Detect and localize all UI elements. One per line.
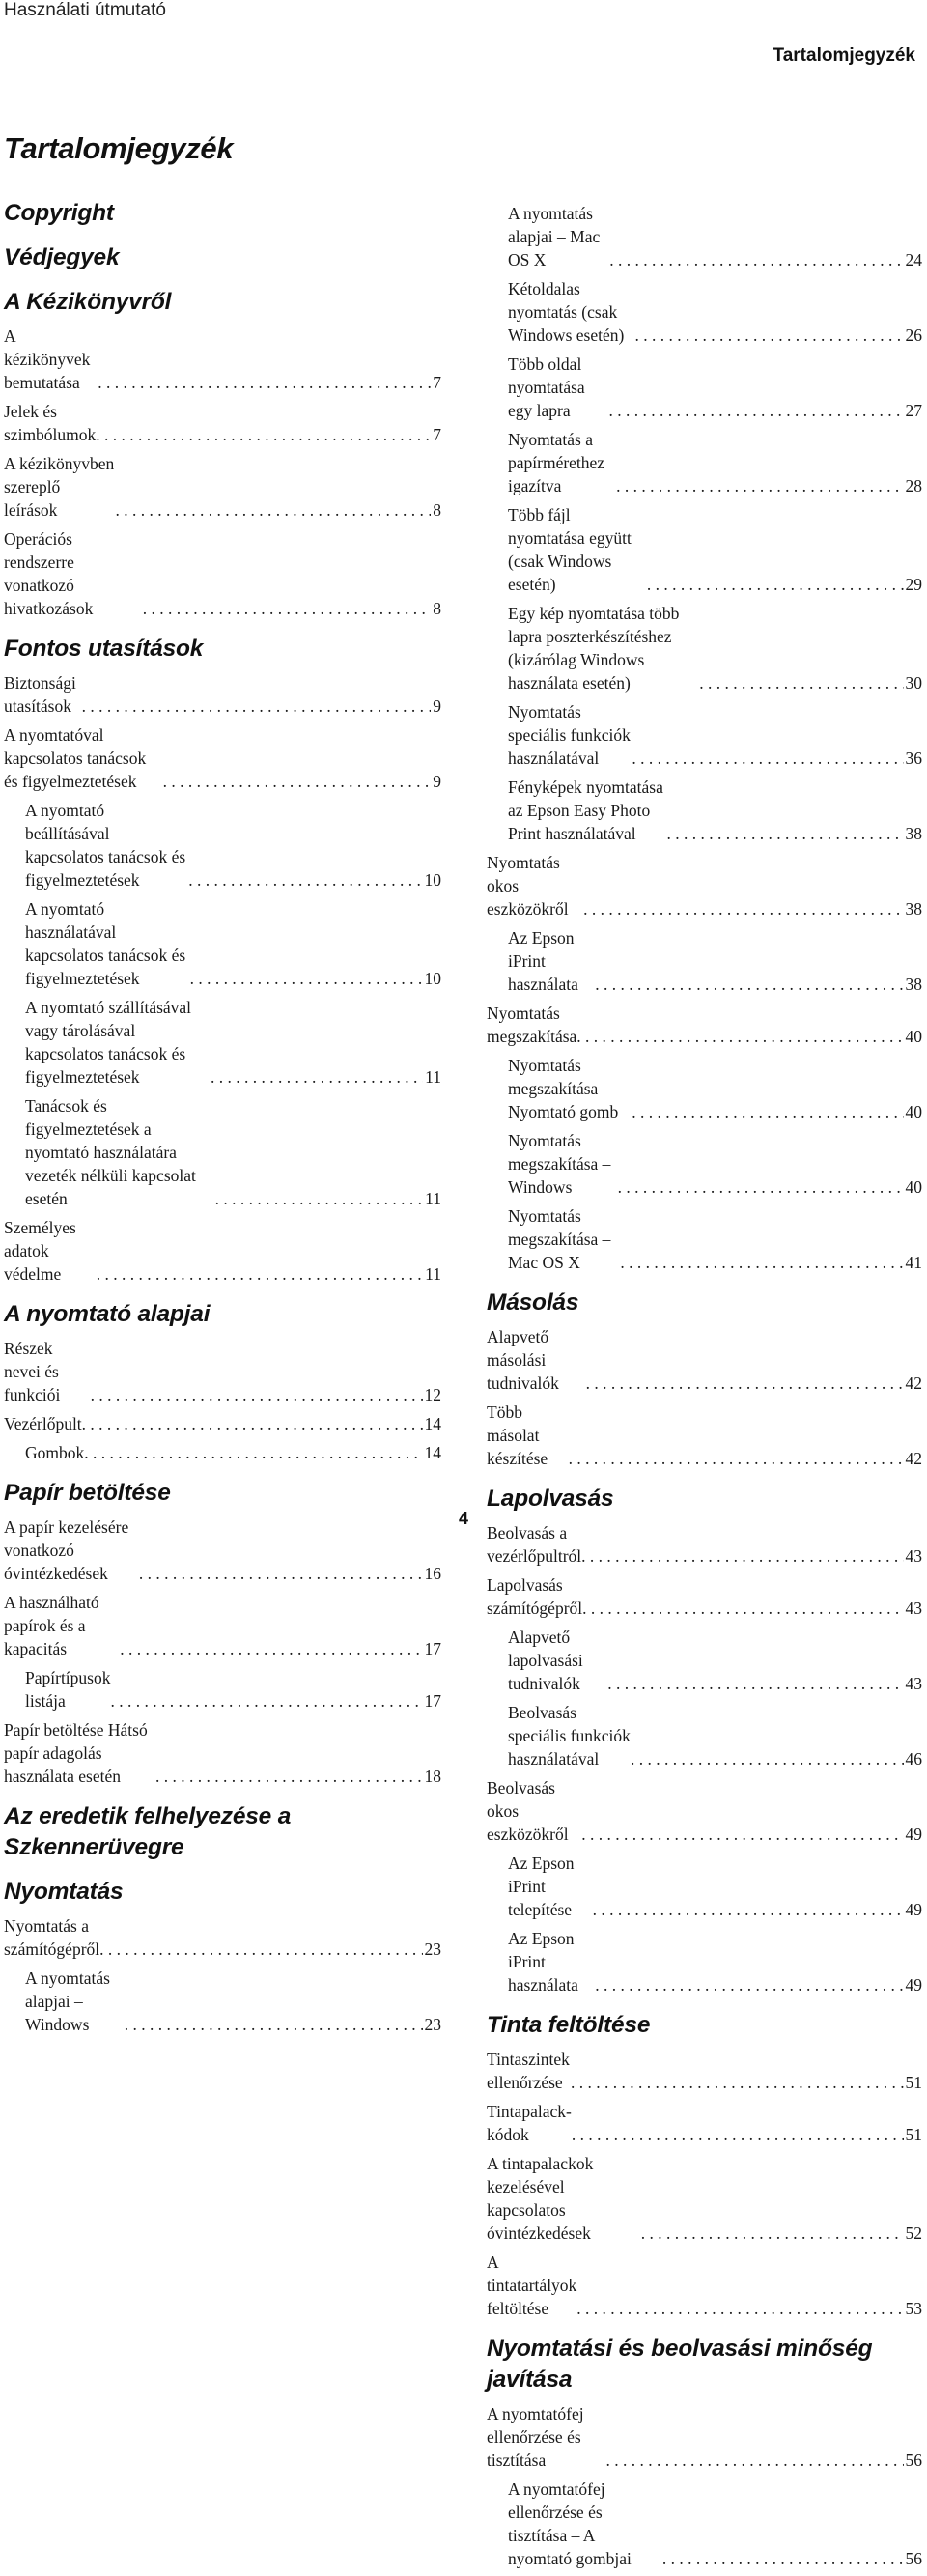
dot-leader xyxy=(188,868,422,892)
dot-leader xyxy=(211,1065,423,1089)
dot-leader xyxy=(139,1562,423,1585)
page-title: Tartalomjegyzék xyxy=(4,131,234,165)
toc-entry-title: Biztonsági utasítások xyxy=(4,673,76,716)
section-heading-copyright[interactable]: Copyright xyxy=(4,200,114,226)
section-heading-tinta-feltoltese[interactable]: Tinta feltöltése xyxy=(487,2012,651,2038)
dot-leader xyxy=(576,2297,903,2320)
toc-entry-title: Tintaszintek ellenőrzése xyxy=(487,2050,570,2092)
toc-entry-title: Részek nevei és funkciói xyxy=(4,1339,61,1404)
toc-entry-page: 40 xyxy=(905,1102,922,1121)
toc-left-column xyxy=(4,198,441,2042)
dot-leader xyxy=(631,1747,904,1770)
toc-entry-title: Az Epson iPrint használata xyxy=(508,1929,578,1995)
toc-entry-title: A tintatartályok feltöltése xyxy=(487,2252,577,2318)
toc-entry-title: Nyomtatás megszakítása – Nyomtató gomb xyxy=(508,1056,619,1121)
dot-leader xyxy=(609,248,903,271)
dot-leader xyxy=(632,747,903,770)
dot-leader xyxy=(581,1544,903,1568)
toc-entry-title: Lapolvasás számítógépről xyxy=(487,1575,583,1618)
toc-entry-title: Papír betöltése Hátsó papír adagolás használata esetén xyxy=(4,1720,148,1786)
toc-entry-page: 52 xyxy=(905,2223,922,2243)
toc-entry-page: 10 xyxy=(424,969,441,988)
dot-leader xyxy=(99,1938,422,1961)
toc-right-column xyxy=(487,202,922,2576)
dot-leader xyxy=(595,973,903,996)
toc-entry-page: 53 xyxy=(905,2299,922,2318)
dot-leader xyxy=(163,770,432,793)
toc-entry-title: A papír kezelésére vonatkozó óvintézkedések xyxy=(4,1517,129,1583)
dot-leader xyxy=(618,1175,904,1199)
toc-entry[interactable] xyxy=(4,1337,441,1406)
toc-entry[interactable] xyxy=(4,1914,441,1961)
toc-entry-page: 49 xyxy=(905,1975,922,1995)
toc-entry-page: 38 xyxy=(905,899,922,919)
toc-entry-page: 23 xyxy=(424,1939,441,1959)
toc-entry-title: Jelek és szimbólumok xyxy=(4,402,97,444)
toc-entry-title: A nyomtató beállításával kapcsolatos tanácsok és figyelmeztetések xyxy=(25,801,186,890)
toc-entry[interactable] xyxy=(487,700,922,770)
toc-entry-page: 40 xyxy=(905,1177,922,1197)
toc-entry[interactable] xyxy=(487,2250,922,2320)
toc-entry-page: 7 xyxy=(433,373,441,392)
toc-entry-title: Papírtípusok listája xyxy=(25,1668,111,1711)
section-heading-vedjegyek[interactable]: Védjegyek xyxy=(4,244,120,270)
toc-entry-page: 18 xyxy=(424,1767,441,1786)
toc-entry-page: 8 xyxy=(433,500,441,520)
dot-leader xyxy=(595,1973,903,1996)
toc-entry[interactable] xyxy=(487,2048,922,2094)
toc-entry-title: Gombok xyxy=(25,1443,85,1462)
toc-entry[interactable] xyxy=(487,428,922,497)
toc-entry-title: A nyomtatás alapjai – Mac OS X xyxy=(508,204,601,269)
dot-leader xyxy=(125,2013,423,2036)
toc-entry[interactable] xyxy=(4,1666,441,1713)
toc-entry-title: A nyomtató szállításával vagy tárolásával kapcsolatos tanácsok és figyelmeztetések xyxy=(25,998,192,1087)
dot-leader xyxy=(609,399,904,422)
dot-leader xyxy=(662,2547,904,2570)
toc-entry-page: 11 xyxy=(425,1067,441,1087)
toc-entry[interactable] xyxy=(487,2477,922,2570)
toc-entry-page: 24 xyxy=(905,250,922,269)
toc-entry[interactable] xyxy=(487,1204,922,1274)
dot-leader xyxy=(605,2449,903,2472)
toc-entry[interactable] xyxy=(487,1852,922,1921)
dot-leader xyxy=(583,897,903,920)
toc-entry[interactable] xyxy=(487,503,922,596)
dot-leader xyxy=(581,1823,903,1846)
toc-entry[interactable] xyxy=(487,1054,922,1123)
toc-entry-title: Nyomtatás a számítógépről xyxy=(4,1916,100,1959)
toc-entry-title: Fényképek nyomtatása az Epson Easy Photo Print használatával xyxy=(508,778,663,843)
toc-entry[interactable] xyxy=(487,851,922,920)
toc-entry-title: Alapvető lapolvasási tudnivalók xyxy=(508,1628,583,1693)
toc-entry-page: 26 xyxy=(905,326,922,345)
dot-leader xyxy=(616,474,903,497)
toc-entry-title: A nyomtatás alapjai – Windows xyxy=(25,1968,110,2034)
toc-entry-title: Nyomtatás megszakítása xyxy=(487,1004,577,1046)
toc-entry-page: 49 xyxy=(905,1900,922,1919)
toc-entry-page: 56 xyxy=(905,2450,922,2470)
toc-entry-title: Nyomtatás a papírmérethez igazítva xyxy=(508,430,605,495)
toc-entry-title: A használható papírok és a kapacitás xyxy=(4,1593,99,1658)
toc-entry-page: 17 xyxy=(424,1639,441,1658)
toc-entry[interactable] xyxy=(4,400,441,446)
toc-entry[interactable] xyxy=(487,1626,922,1695)
toc-entry-title: Beolvasás okos eszközökről xyxy=(487,1778,569,1844)
toc-entry-title: Több oldal nyomtatása egy lapra xyxy=(508,354,585,420)
dot-leader xyxy=(586,1372,904,1395)
toc-entry-page: 46 xyxy=(905,1749,922,1769)
toc-entry-title: Nyomtatás megszakítása – Mac OS X xyxy=(508,1206,611,1272)
toc-entry-title: A tintapalackok kezelésével kapcsolatos óvintézkedések xyxy=(487,2154,594,2243)
toc-entry-page: 16 xyxy=(424,1564,441,1583)
dot-leader xyxy=(576,1025,903,1048)
toc-entry[interactable] xyxy=(487,2402,922,2472)
toc-entry[interactable] xyxy=(487,1002,922,1048)
toc-entry[interactable] xyxy=(487,1927,922,1996)
toc-entry-page: 11 xyxy=(425,1189,441,1208)
running-header-left: Használati útmutató xyxy=(4,0,166,20)
toc-entry-title: Nyomtatás okos eszközökről xyxy=(487,853,569,919)
toc-entry[interactable] xyxy=(487,1776,922,1846)
toc-entry[interactable] xyxy=(4,1094,441,1210)
toc-entry-title: Beolvasás a vezérlőpultról xyxy=(487,1523,582,1566)
toc-entry-title: A kézikönyvek bemutatása xyxy=(4,326,91,392)
toc-entry[interactable] xyxy=(4,1967,441,2036)
toc-entry-page: 43 xyxy=(905,1599,922,1618)
toc-entry[interactable] xyxy=(487,1401,922,1470)
dot-leader xyxy=(82,694,432,718)
toc-entry[interactable] xyxy=(487,2152,922,2245)
toc-entry[interactable] xyxy=(4,527,441,620)
toc-entry-page: 42 xyxy=(905,1449,922,1468)
toc-entry-page: 14 xyxy=(424,1443,441,1462)
dot-leader xyxy=(116,498,432,522)
dot-leader xyxy=(635,324,904,347)
toc-entry[interactable] xyxy=(487,1701,922,1770)
dot-leader xyxy=(607,1672,903,1695)
toc-entry[interactable] xyxy=(4,325,441,394)
dot-leader xyxy=(572,2123,904,2146)
toc-entry-title: Az Epson iPrint telepítése xyxy=(508,1854,575,1919)
toc-entry-page: 40 xyxy=(905,1027,922,1046)
toc-entry[interactable] xyxy=(487,602,922,694)
toc-entry-title: Kétoldalas nyomtatás (csak Windows esetén) xyxy=(508,279,625,345)
dot-leader xyxy=(120,1637,422,1660)
toc-entry-page: 9 xyxy=(433,696,441,716)
dot-leader xyxy=(215,1187,424,1210)
toc-entry-page: 10 xyxy=(424,870,441,890)
toc-entry-title: Nyomtatás speciális funkciók használatával xyxy=(508,702,631,768)
toc-entry-page: 41 xyxy=(905,1253,922,1272)
toc-entry[interactable] xyxy=(487,1573,922,1620)
toc-entry[interactable] xyxy=(487,202,922,271)
dot-leader xyxy=(96,423,431,446)
toc-entry[interactable] xyxy=(487,926,922,996)
toc-entry-page: 30 xyxy=(905,673,922,693)
toc-entry-page: 12 xyxy=(424,1385,441,1404)
toc-entry[interactable] xyxy=(4,996,441,1089)
dot-leader xyxy=(190,967,423,990)
toc-entry[interactable] xyxy=(4,1718,441,1788)
section-heading-nyomtatasi-es-beolvasasi-minoseg-javitasa[interactable]: Nyomtatási és beolvasási minőség javítása xyxy=(487,2335,873,2392)
section-heading-lapolvasas[interactable]: Lapolvasás xyxy=(487,1486,614,1512)
dot-leader xyxy=(155,1765,423,1788)
toc-entry-title: Beolvasás speciális funkciók használatával xyxy=(508,1703,631,1769)
dot-leader xyxy=(91,1383,423,1406)
toc-entry[interactable] xyxy=(487,353,922,422)
dot-leader xyxy=(620,1251,903,1274)
toc-entry-page: 8 xyxy=(433,599,441,618)
toc-entry[interactable] xyxy=(487,2100,922,2146)
toc-entry-title: Tintapalack-kódok xyxy=(487,2102,572,2144)
dot-leader xyxy=(98,371,431,394)
dot-leader xyxy=(571,2071,904,2094)
toc-entry-title: Több másolat készítése xyxy=(487,1402,548,1468)
toc-entry[interactable] xyxy=(487,776,922,845)
toc-entry-title: A nyomtatófej ellenőrzése és tisztítása xyxy=(487,2404,584,2470)
dot-leader xyxy=(641,2222,904,2245)
toc-entry[interactable] xyxy=(4,1412,441,1435)
toc-entry-page: 11 xyxy=(425,1264,441,1284)
toc-entry[interactable] xyxy=(487,1325,922,1395)
toc-entry-page: 49 xyxy=(905,1825,922,1844)
page-number: 4 xyxy=(458,1509,468,1528)
section-heading-a-nyomtato-alapjai[interactable]: A nyomtató alapjai xyxy=(4,1301,211,1327)
toc-entry-page: 17 xyxy=(424,1691,441,1711)
toc-entry-page: 43 xyxy=(905,1546,922,1566)
toc-entry[interactable] xyxy=(487,277,922,347)
toc-entry-page: 27 xyxy=(905,401,922,420)
section-heading-nyomtatas[interactable]: Nyomtatás xyxy=(4,1879,124,1905)
toc-entry-title: A kézikönyvben szereplő leírások xyxy=(4,454,115,520)
dot-leader xyxy=(647,573,904,596)
dot-leader xyxy=(569,1447,904,1470)
dot-leader xyxy=(632,1100,903,1123)
toc-entry-title: A nyomtatóval kapcsolatos tanácsok és figyelmeztetések xyxy=(4,725,147,791)
toc-entry-page: 29 xyxy=(905,575,922,594)
toc-entry-title: Több fájl nyomtatása együtt (csak Windows esetén) xyxy=(508,505,632,594)
toc-entry-page: 56 xyxy=(905,2549,922,2568)
toc-entry-page: 38 xyxy=(905,824,922,843)
toc-entry[interactable] xyxy=(4,897,441,990)
toc-entry-title: Személyes adatok védelme xyxy=(4,1218,76,1284)
toc-entry[interactable] xyxy=(4,723,441,793)
toc-entry[interactable] xyxy=(4,671,441,718)
dot-leader xyxy=(699,671,903,694)
toc-entry-title: Az Epson iPrint használata xyxy=(508,928,578,994)
toc-entry-page: 38 xyxy=(905,975,922,994)
toc-entry-page: 43 xyxy=(905,1674,922,1693)
toc-entry-title: Vezérlőpult xyxy=(4,1414,82,1433)
section-heading-az-eredetik-felhelyezese-a-szkenneruvegre[interactable]: Az eredetik felhelyezése a Szkennerüvegre xyxy=(4,1803,292,1860)
dot-leader xyxy=(82,1412,423,1435)
dot-leader xyxy=(667,822,904,845)
toc-entry[interactable] xyxy=(4,1216,441,1286)
toc-entry-title: Alapvető másolási tudnivalók xyxy=(487,1327,559,1393)
section-heading-papir-betoltese[interactable]: Papír betöltése xyxy=(4,1480,171,1506)
toc-entry-title: A nyomtatófej ellenőrzése és tisztítása – A nyomtató gombjai xyxy=(508,2479,632,2568)
running-header-right: Tartalomjegyzék xyxy=(772,45,915,66)
section-heading-a-kezikonyvrol[interactable]: A Kézikönyvről xyxy=(4,289,172,315)
toc-entry[interactable] xyxy=(4,1591,441,1660)
section-heading-fontos-utasitasok[interactable]: Fontos utasítások xyxy=(4,636,204,662)
toc-entry-page: 42 xyxy=(905,1373,922,1393)
dot-leader xyxy=(97,1262,423,1286)
toc-entry-title: A nyomtató használatával kapcsolatos tanácsok és figyelmeztetések xyxy=(25,899,186,988)
toc-entry[interactable] xyxy=(487,1129,922,1199)
dot-leader xyxy=(110,1689,422,1713)
toc-entry-page: 51 xyxy=(905,2125,922,2144)
toc-entry[interactable] xyxy=(4,1441,441,1464)
dot-leader xyxy=(143,597,432,620)
toc-entry-page: 36 xyxy=(905,749,922,768)
dot-leader xyxy=(593,1898,904,1921)
section-heading-masolas[interactable]: Másolás xyxy=(487,1289,579,1316)
toc-entry-page: 28 xyxy=(905,476,922,495)
toc-entry-title: Tanácsok és figyelmeztetések a nyomtató használatára vezeték nélküli kapcsolat esetén xyxy=(25,1096,196,1208)
toc-entry[interactable] xyxy=(4,799,441,892)
toc-entry-title: Egy kép nyomtatása több lapra poszterkészítéshez (kizárólag Windows használata esetén) xyxy=(508,604,680,693)
dot-leader xyxy=(84,1441,422,1464)
toc-entry-title: Nyomtatás megszakítása – Windows xyxy=(508,1131,611,1197)
toc-entry[interactable] xyxy=(4,452,441,522)
toc-entry-page: 14 xyxy=(424,1414,441,1433)
toc-entry-title: Operációs rendszerre vonatkozó hivatkozások xyxy=(4,529,94,618)
toc-entry-page: 51 xyxy=(905,2073,922,2092)
toc-entry-page: 9 xyxy=(433,772,441,791)
dot-leader xyxy=(582,1597,903,1620)
toc-entry-page: 7 xyxy=(433,425,441,444)
toc-entry-page: 23 xyxy=(424,2015,441,2034)
